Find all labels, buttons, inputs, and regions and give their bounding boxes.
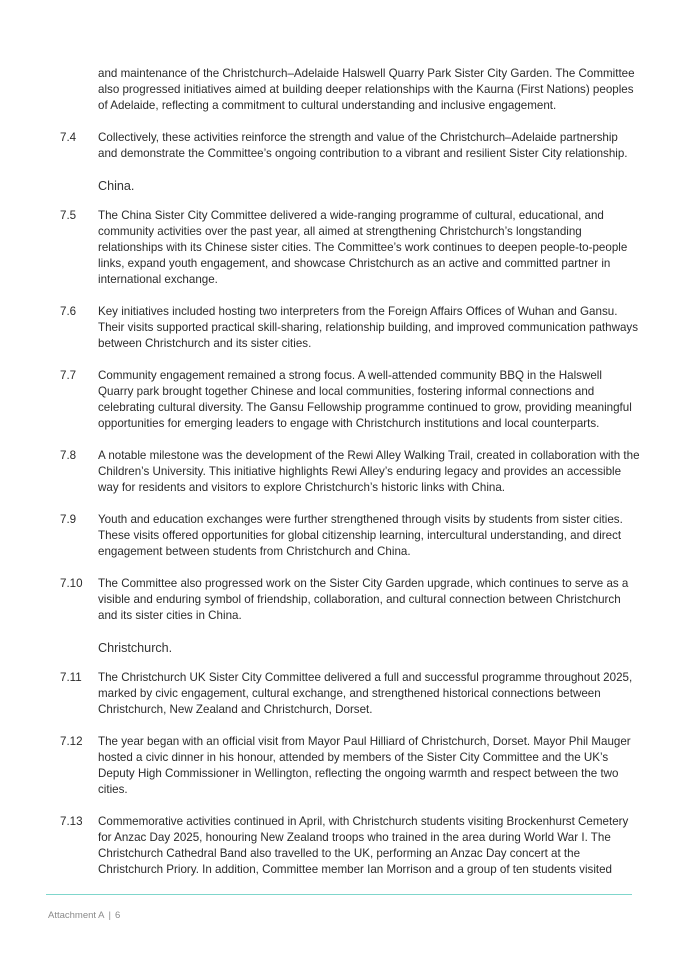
paragraph-text: Youth and education exchanges were further strengthened through visits by students from sister cities. These visits offered opportunities for global citizenship learning, intercultural understanding, and direct engagement between students from Christchurch and China. (98, 513, 623, 558)
paragraph-number: 7.13 (60, 815, 83, 828)
paragraph-text: Community engagement remained a strong focus. A well-attended community BBQ in the Halswell Quarry park brought together Chinese and local communities, fostering informal connections and celebrating cultural diversity. The Gansu Fellowship programme continued to grow, providing meaningful opportunities for emerging leaders to engage with Christchurch institutions and local counterparts. (98, 369, 632, 430)
paragraph-7-10 (60, 576, 640, 624)
paragraph-number: 7.10 (60, 577, 83, 590)
footer-attachment-label: Attachment A (48, 910, 105, 921)
paragraph-7-12 (60, 734, 640, 798)
paragraph-text: Commemorative activities continued in April, with Christchurch students visiting Brockenhurst Cemetery for Anzac Day 2025, honouring New Zealand troops who trained in the area during World War I. The Christchurch Cathedral Band also travelled to the UK, performing an Anzac Day concert at the Christchurch Priory. In addition, Committee member Ian Morrison and a group of ten students visited (98, 815, 629, 876)
paragraph-7-8 (60, 448, 640, 496)
paragraph-text: Key initiatives included hosting two interpreters from the Foreign Affairs Offices of Wuhan and Gansu. Their visits supported practical skill-sharing, relationship building, and improved communication pathways between Christchurch and its sister cities. (98, 305, 639, 350)
paragraph-7-11 (60, 670, 640, 718)
paragraph-number: 7.6 (60, 305, 77, 318)
paragraph-number: 7.12 (60, 735, 83, 748)
paragraph-text: The year began with an official visit from Mayor Paul Hilliard of Christchurch, Dorset. Mayor Phil Mauger hosted a civic dinner in his honour, attended by members of the Sister City Committee and the UK’s Deputy High Commissioner in Wellington, reflecting the ongoing warmth and respect between the two cities. (98, 735, 631, 796)
page-number: 6 (114, 910, 121, 921)
paragraph-number: 7.9 (60, 513, 77, 526)
paragraph-text: The China Sister City Committee delivered a wide-ranging programme of cultural, educational, and community activities over the past year, all aimed at strengthening Christchurch’s longstanding relationships with its Chinese sister cities. The Committee’s work continues to deepen people-to-people links, expand youth engagement, and showcase Christchurch as an active and committed partner in international exchange. (98, 209, 628, 286)
paragraph-number: 7.11 (60, 671, 82, 684)
paragraph-7-4 (60, 130, 640, 162)
paragraph-text: The Christchurch UK Sister City Committee delivered a full and successful programme throughout 2025, marked by civic engagement, cultural exchange, and strengthened historical connections between Christchurch, New Zealand and Christchurch, Dorset. (98, 671, 633, 716)
document-body (60, 66, 640, 894)
paragraph-7-5 (60, 208, 640, 288)
paragraph-7-6 (60, 304, 640, 352)
paragraph-number: 7.7 (60, 369, 77, 382)
paragraph-text: Collectively, these activities reinforce the strength and value of the Christchurch–Adelaide partnership and demonstrate the Committee’s ongoing contribution to a vibrant and resilient Sister City relationship. (98, 131, 628, 160)
paragraph-7-13 (60, 814, 640, 878)
paragraph-number: 7.5 (60, 209, 77, 222)
paragraph-text: A notable milestone was the development of the Rewi Alley Walking Trail, created in collaboration with the Children’s University. This initiative highlights Rewi Alley’s enduring legacy and provides an accessible way for residents and visitors to explore Christchurch’s historic links with China. (98, 449, 640, 494)
footer-divider (46, 894, 632, 895)
page-footer (48, 910, 120, 921)
footer-separator: | (108, 910, 111, 921)
paragraph-7-7 (60, 368, 640, 432)
paragraph-text: The Committee also progressed work on the Sister City Garden upgrade, which continues to serve as a visible and enduring symbol of friendship, collaboration, and cultural connection between Christchurch and its sister cities in China. (98, 577, 629, 622)
paragraph-number: 7.8 (60, 449, 77, 462)
section-heading-china: China. (98, 179, 135, 193)
paragraph-continuation: and maintenance of the Christchurch–Adelaide Halswell Quarry Park Sister City Garden. The Committee also progressed initiatives aimed at building deeper relationships with the Kaurna (First Nations) peoples of Adelaide, reflecting a commitment to cultural understanding and inclusive engagement. (98, 67, 635, 112)
section-heading-christchurch: Christchurch. (98, 641, 173, 655)
paragraph-7-9 (60, 512, 640, 560)
paragraph-number: 7.4 (60, 131, 77, 144)
